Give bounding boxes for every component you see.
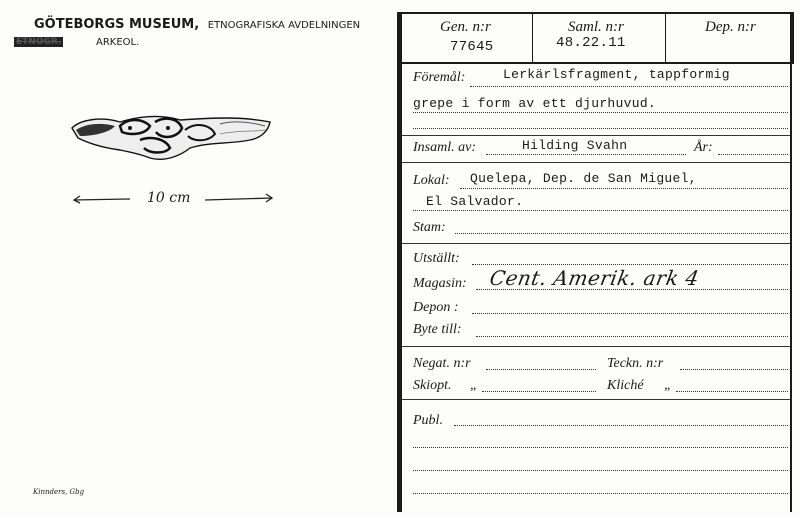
section-rule-2 (402, 162, 790, 163)
negat-rule (486, 369, 596, 370)
stam-label: Stam: (413, 220, 446, 235)
subdepartment: ARKEOL. (96, 37, 140, 48)
insaml-value: Hilding Svahn (522, 138, 628, 153)
magasin-label: Magasin: (413, 276, 467, 291)
teckn-label: Teckn. n:r (607, 356, 664, 371)
foremal-rule-2 (413, 112, 788, 113)
kliche-rule (676, 391, 788, 392)
dep-label: Dep. n:r (705, 19, 756, 35)
lokal-rule-1 (460, 188, 788, 189)
header-sep-1 (532, 12, 533, 62)
saml-label: Saml. n:r (568, 19, 624, 35)
insaml-rule (486, 154, 686, 155)
museum-title: GÖTEBORGS MUSEUM, (34, 17, 200, 32)
byte-rule (476, 336, 788, 337)
lokal-label: Lokal: (413, 173, 450, 188)
ar-label: År: (694, 140, 713, 155)
museum-name (34, 17, 360, 32)
foremal-label: Föremål: (413, 70, 466, 85)
kliche-label: Kliché (607, 378, 644, 393)
section-rule-5 (402, 399, 790, 400)
lokal-line2: El Salvador. (426, 194, 524, 209)
scale-label: 10 cm (147, 190, 191, 206)
foremal-line2: grepe i form av ett djurhuvud. (413, 96, 657, 111)
depon-rule (472, 313, 788, 314)
card-divider (397, 12, 402, 512)
negat-label: Negat. n:r (413, 356, 471, 371)
card-right-border (790, 12, 792, 512)
publ-rule-3 (413, 470, 788, 471)
stamp-text: ETNOGR. (16, 37, 62, 47)
kliche-ditto: „ (664, 378, 672, 393)
utstallt-rule (472, 264, 788, 265)
skiopt-label: Skiopt. (413, 378, 452, 393)
ar-rule (718, 154, 788, 155)
magasin-rule (476, 289, 788, 290)
gen-value: 77645 (450, 39, 494, 55)
printer-mark: Kinnders, Gbg (33, 488, 85, 496)
foremal-rule-3 (413, 128, 788, 129)
publ-label: Publ. (413, 413, 443, 428)
foremal-line1: Lerkärlsfragment, tappformig (503, 67, 730, 82)
skiopt-ditto: „ (470, 378, 478, 393)
saml-value: 48.22.11 (556, 35, 626, 51)
foremal-rule-1 (470, 86, 788, 87)
utstallt-label: Utställt: (413, 251, 460, 266)
artifact-drawing (70, 108, 275, 168)
section-rule-1 (402, 135, 790, 136)
byte-label: Byte till: (413, 322, 462, 337)
publ-rule-2 (413, 447, 788, 448)
magasin-value: Cent. Amerik. ark 4 (487, 266, 702, 290)
publ-rule-4 (413, 493, 788, 494)
lokal-rule-2 (413, 210, 788, 211)
gen-label: Gen. n:r (440, 19, 491, 35)
lokal-line1: Quelepa, Dep. de San Miguel, (470, 171, 697, 186)
depon-label: Depon : (413, 300, 459, 315)
skiopt-rule (482, 391, 596, 392)
department-title: ETNOGRAFISKA AVDELNINGEN (207, 20, 361, 31)
scale-bar (70, 190, 280, 210)
insaml-label: Insaml. av: (413, 140, 476, 155)
stam-rule (455, 233, 788, 234)
teckn-rule (680, 369, 788, 370)
publ-rule-1 (454, 425, 788, 426)
section-rule-4 (402, 346, 790, 347)
section-rule-3 (402, 243, 790, 244)
header-sep-2 (665, 12, 666, 62)
